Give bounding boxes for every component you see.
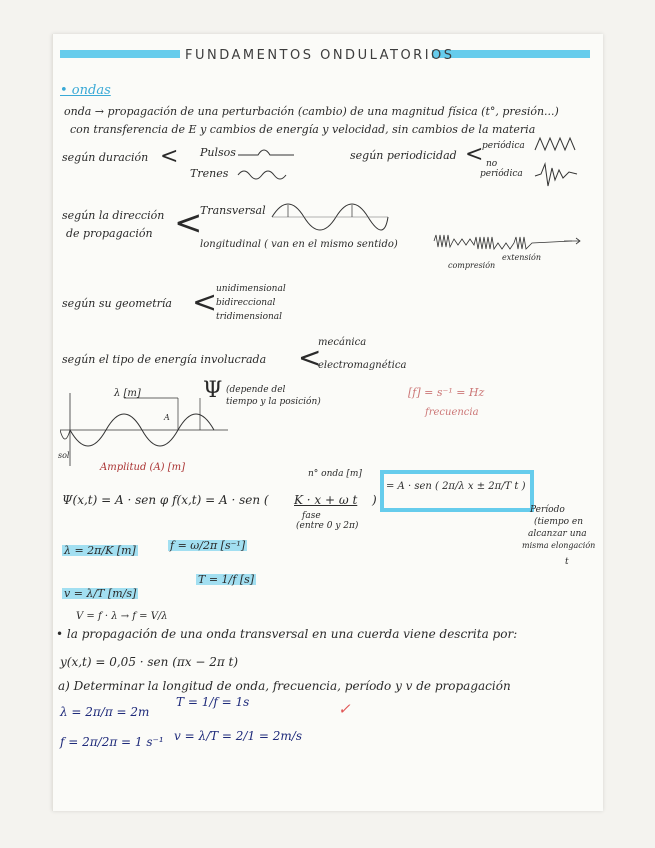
periodo-note-1: Período <box>530 505 565 515</box>
amplitude-mark: A <box>164 413 170 422</box>
direccion-option-transversal: Transversal <box>200 204 266 217</box>
geometria-option-2: bidireccional <box>216 298 276 308</box>
problem-statement-2: y(x,t) = 0,05 · sen (πx − 2π t) <box>60 655 239 669</box>
periodicidad-bracket: < <box>465 142 484 167</box>
energia-label: según el tipo de energía involucrada <box>62 353 267 366</box>
direccion-option-longitudinal: longitudinal ( van en el mismo sentido) <box>200 239 398 250</box>
geometria-option-1: unidimensional <box>216 284 286 294</box>
periodo-note-4: misma elongación <box>522 541 596 550</box>
t-mark: t <box>565 557 569 567</box>
n-onda-label: n° onda [m] <box>308 469 362 479</box>
duracion-option-pulsos: Pulsos <box>200 146 236 159</box>
energia-option-mecanica: mecánica <box>318 337 367 348</box>
definition-line-1: onda → propagación de una perturbación (cambio) de una magnitud física (t°, presión...) <box>64 105 559 118</box>
energia-option-electromagnetica: electromagnética <box>318 360 407 371</box>
duracion-option-trenes: Trenes <box>190 167 229 180</box>
lambda-label: λ [m] <box>114 388 141 399</box>
problem-question: a) Determinar la longitud de onda, frecuencia, período y v de propagación <box>58 679 511 693</box>
geometria-option-3: tridimensional <box>216 312 283 322</box>
compresion-label: compresión <box>448 261 496 270</box>
psi-note-1: (depende del <box>226 385 286 395</box>
check-mark: ✓ <box>338 700 351 718</box>
periodic-sketch <box>533 134 583 194</box>
frequency-label: frecuencia <box>425 407 479 418</box>
periodicidad-option-periodica: periódica <box>482 141 525 151</box>
wave-equation-inner: K · x + ω t <box>294 493 358 507</box>
frequency-formula: f = ω/2π [s⁻¹] <box>170 539 246 552</box>
definition-line-2: con transferencia de E y cambios de energía y velocidad, sin cambios de la materia <box>70 123 536 136</box>
periodicidad-label: según periodicidad <box>350 149 457 162</box>
velocity-frequency-relation: V = f · λ → f = V/λ <box>76 611 168 622</box>
page-title: FUNDAMENTOS ONDULATORIOS <box>185 48 455 63</box>
direccion-label-1: según la dirección <box>62 209 165 222</box>
transversal-wave-sketch <box>270 195 390 240</box>
wave-equation-lhs: Ψ(x,t) = A · sen φ f(x,t) = A · sen ( <box>62 493 269 507</box>
direccion-bracket: < <box>174 203 203 243</box>
lambda-formula: λ = 2π/K [m] <box>64 544 136 557</box>
boxed-equation-text: = A · sen ( 2π/λ x ± 2π/T t ) <box>386 481 526 492</box>
energia-bracket: < <box>298 341 322 374</box>
answer-lambda: λ = 2π/π = 2m <box>60 705 150 719</box>
geometria-bracket: < <box>192 285 218 320</box>
psi-symbol: Ψ <box>203 378 223 403</box>
pulse-sketch <box>236 145 296 185</box>
geometria-label: según su geometría <box>62 297 172 310</box>
periodicidad-option-no-periodica: periódica <box>480 169 523 179</box>
period-formula: T = 1/f [s] <box>198 573 255 586</box>
periodo-note-3: alcanzar una <box>528 529 587 539</box>
amplitude-label: Amplitud (A) [m] <box>100 462 186 473</box>
fase-label: fase <box>302 511 321 521</box>
longitudinal-wave-sketch <box>432 230 582 252</box>
periodo-note-2: (tiempo en <box>534 517 584 527</box>
duracion-bracket: < <box>160 144 179 169</box>
wave-equation-close: ) <box>372 493 377 507</box>
answer-velocity: v = λ/T = 2/1 = 2m/s <box>174 729 303 743</box>
problem-statement-1: • la propagación de una onda transversal en una cuerda viene descrita por: <box>56 627 518 641</box>
psi-note-2: tiempo y la posición) <box>226 397 321 407</box>
periodicidad-option-no: no <box>486 159 498 169</box>
sol-label: sol <box>58 451 70 460</box>
direccion-label-2: de propagación <box>66 227 153 240</box>
fase-range: (entre 0 y 2π) <box>296 521 359 531</box>
answer-frequency: f = 2π/2π = 1 s⁻¹ <box>60 735 164 749</box>
duracion-label: según duración <box>62 151 149 164</box>
extension-label: extensión <box>502 253 541 262</box>
section-heading: • ondas <box>60 83 111 98</box>
answer-period: T = 1/f = 1s <box>176 695 250 709</box>
velocity-formula: v = λ/T [m/s] <box>64 587 137 600</box>
frequency-units: [f] = s⁻¹ = Hz <box>408 386 485 399</box>
